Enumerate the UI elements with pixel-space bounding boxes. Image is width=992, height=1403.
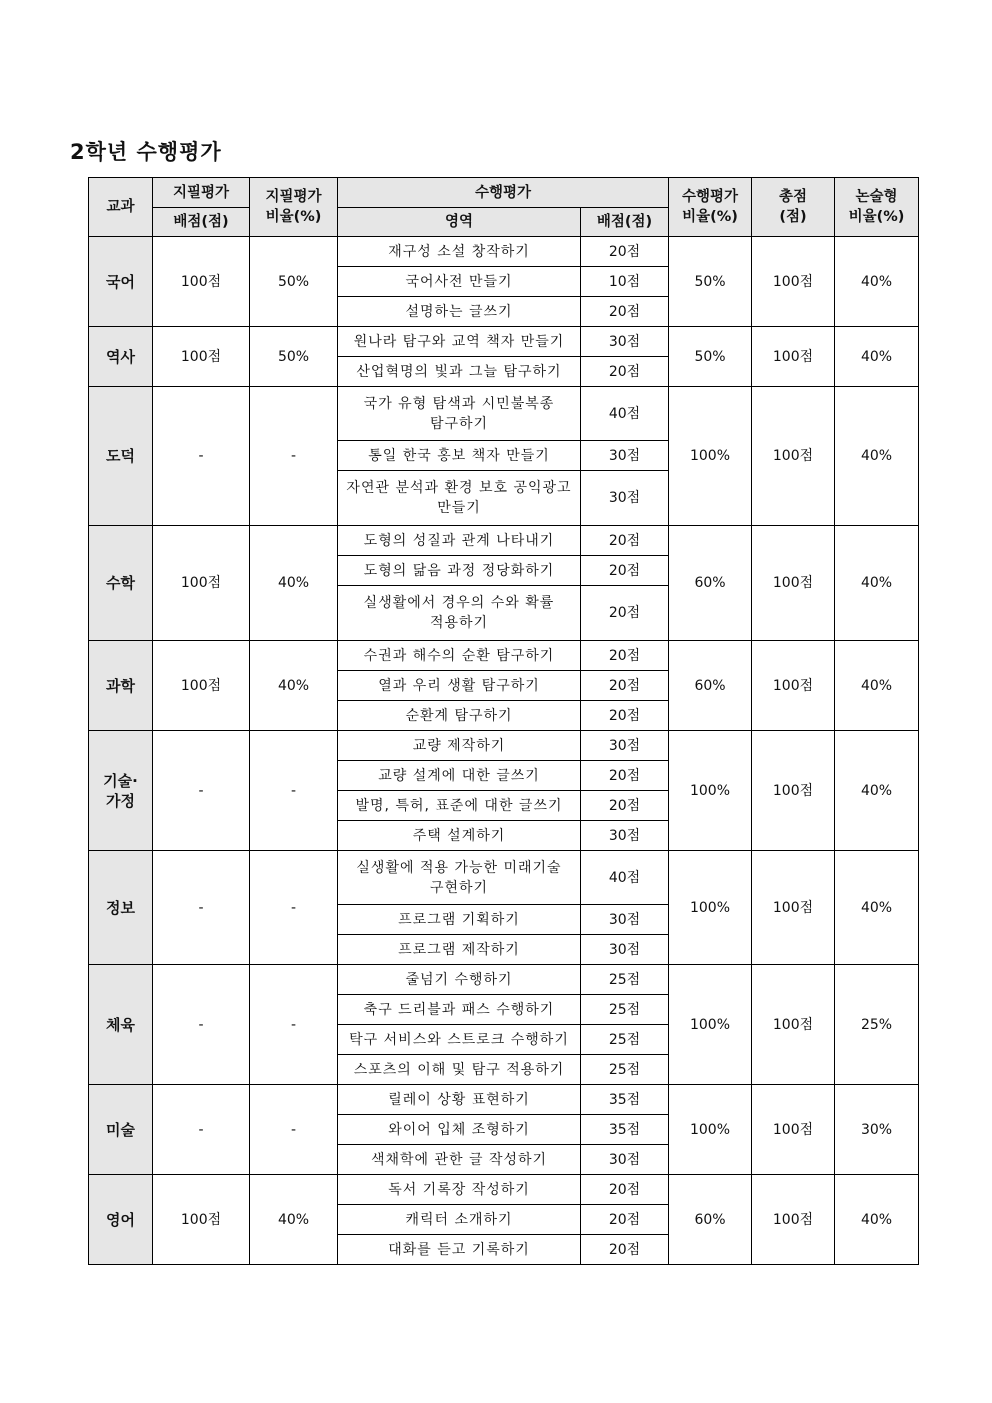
area-score-cell: 30점 bbox=[581, 905, 669, 935]
area-cell: 국가 유형 탐색과 시민불복종 탐구하기 bbox=[338, 387, 581, 441]
area-cell: 열과 우리 생활 탐구하기 bbox=[338, 671, 581, 701]
table-row bbox=[89, 237, 919, 267]
area-cell: 자연관 분석과 환경 보호 공익광고 만들기 bbox=[338, 471, 581, 526]
area-cell: 독서 기록장 작성하기 bbox=[338, 1175, 581, 1205]
written-score-cell: 100점 bbox=[153, 641, 250, 731]
area-cell: 순환계 탐구하기 bbox=[338, 701, 581, 731]
area-cell: 통일 한국 홍보 책자 만들기 bbox=[338, 441, 581, 471]
essay-ratio-cell: 40% bbox=[835, 641, 919, 731]
area-score-cell: 20점 bbox=[581, 791, 669, 821]
written-ratio-cell: 40% bbox=[250, 1175, 338, 1265]
area-score-cell: 20점 bbox=[581, 1175, 669, 1205]
total-cell: 100점 bbox=[752, 237, 835, 327]
area-cell: 도형의 성질과 관계 나타내기 bbox=[338, 526, 581, 556]
subject-cell: 도덕 bbox=[89, 387, 153, 526]
header-performance: 수행평가 bbox=[338, 178, 669, 208]
area-cell: 와이어 입체 조형하기 bbox=[338, 1115, 581, 1145]
performance-ratio-cell: 60% bbox=[669, 526, 752, 641]
written-ratio-cell: - bbox=[250, 965, 338, 1085]
area-cell: 수권과 해수의 순환 탐구하기 bbox=[338, 641, 581, 671]
essay-ratio-cell: 25% bbox=[835, 965, 919, 1085]
total-cell: 100점 bbox=[752, 387, 835, 526]
total-cell: 100점 bbox=[752, 1175, 835, 1265]
written-ratio-cell: 50% bbox=[250, 237, 338, 327]
total-cell: 100점 bbox=[752, 327, 835, 387]
area-cell: 스포츠의 이해 및 탐구 적용하기 bbox=[338, 1055, 581, 1085]
performance-ratio-cell: 60% bbox=[669, 641, 752, 731]
written-score-cell: - bbox=[153, 731, 250, 851]
area-score-cell: 30점 bbox=[581, 327, 669, 357]
performance-ratio-cell: 100% bbox=[669, 387, 752, 526]
area-cell: 교량 설계에 대한 글쓰기 bbox=[338, 761, 581, 791]
area-cell: 재구성 소설 창작하기 bbox=[338, 237, 581, 267]
area-cell: 산업혁명의 빛과 그늘 탐구하기 bbox=[338, 357, 581, 387]
performance-ratio-cell: 50% bbox=[669, 327, 752, 387]
header-written: 지필평가 bbox=[153, 178, 250, 208]
area-score-cell: 30점 bbox=[581, 821, 669, 851]
area-score-cell: 35점 bbox=[581, 1115, 669, 1145]
table-row bbox=[89, 1175, 919, 1205]
table-row bbox=[89, 731, 919, 761]
area-score-cell: 30점 bbox=[581, 731, 669, 761]
subject-cell: 영어 bbox=[89, 1175, 153, 1265]
area-cell: 릴레이 상황 표현하기 bbox=[338, 1085, 581, 1115]
area-score-cell: 25점 bbox=[581, 1055, 669, 1085]
subject-cell: 역사 bbox=[89, 327, 153, 387]
table-row bbox=[89, 387, 919, 441]
total-cell: 100점 bbox=[752, 1085, 835, 1175]
header-written-ratio: 지필평가 비율(%) bbox=[250, 178, 338, 237]
written-score-cell: 100점 bbox=[153, 526, 250, 641]
area-cell: 실생활에 적용 가능한 미래기술 구현하기 bbox=[338, 851, 581, 905]
performance-ratio-cell: 100% bbox=[669, 731, 752, 851]
essay-ratio-cell: 40% bbox=[835, 387, 919, 526]
header-area-score: 배점(점) bbox=[581, 208, 669, 237]
area-cell: 주택 설계하기 bbox=[338, 821, 581, 851]
area-cell: 발명, 특허, 표준에 대한 글쓰기 bbox=[338, 791, 581, 821]
area-score-cell: 25점 bbox=[581, 1025, 669, 1055]
area-cell: 설명하는 글쓰기 bbox=[338, 297, 581, 327]
area-score-cell: 20점 bbox=[581, 297, 669, 327]
area-cell: 국어사전 만들기 bbox=[338, 267, 581, 297]
area-cell: 대화를 듣고 기록하기 bbox=[338, 1235, 581, 1265]
written-ratio-cell: 50% bbox=[250, 327, 338, 387]
page-title: 2학년 수행평가 bbox=[70, 140, 222, 164]
area-score-cell: 20점 bbox=[581, 1205, 669, 1235]
area-cell: 프로그램 기획하기 bbox=[338, 905, 581, 935]
written-score-cell: 100점 bbox=[153, 237, 250, 327]
written-ratio-cell: - bbox=[250, 851, 338, 965]
area-score-cell: 20점 bbox=[581, 556, 669, 586]
performance-ratio-cell: 100% bbox=[669, 851, 752, 965]
written-score-cell: - bbox=[153, 851, 250, 965]
area-cell: 색채학에 관한 글 작성하기 bbox=[338, 1145, 581, 1175]
area-cell: 도형의 닮음 과정 정당화하기 bbox=[338, 556, 581, 586]
total-cell: 100점 bbox=[752, 526, 835, 641]
written-score-cell: 100점 bbox=[153, 327, 250, 387]
area-score-cell: 20점 bbox=[581, 641, 669, 671]
area-score-cell: 20점 bbox=[581, 237, 669, 267]
table-row bbox=[89, 641, 919, 671]
essay-ratio-cell: 40% bbox=[835, 731, 919, 851]
written-ratio-cell: 40% bbox=[250, 641, 338, 731]
area-score-cell: 20점 bbox=[581, 701, 669, 731]
written-ratio-cell: 40% bbox=[250, 526, 338, 641]
area-score-cell: 20점 bbox=[581, 357, 669, 387]
header-written-score: 배점(점) bbox=[153, 208, 250, 237]
area-score-cell: 20점 bbox=[581, 526, 669, 556]
area-score-cell: 30점 bbox=[581, 471, 669, 526]
area-score-cell: 30점 bbox=[581, 441, 669, 471]
area-score-cell: 25점 bbox=[581, 965, 669, 995]
essay-ratio-cell: 40% bbox=[835, 1175, 919, 1265]
performance-ratio-cell: 50% bbox=[669, 237, 752, 327]
total-cell: 100점 bbox=[752, 965, 835, 1085]
table-row bbox=[89, 965, 919, 995]
area-cell: 축구 드리블과 패스 수행하기 bbox=[338, 995, 581, 1025]
area-cell: 실생활에서 경우의 수와 확률 적용하기 bbox=[338, 586, 581, 641]
header-area: 영역 bbox=[338, 208, 581, 237]
subject-cell: 정보 bbox=[89, 851, 153, 965]
total-cell: 100점 bbox=[752, 641, 835, 731]
table-row bbox=[89, 851, 919, 905]
area-score-cell: 25점 bbox=[581, 995, 669, 1025]
area-score-cell: 10점 bbox=[581, 267, 669, 297]
area-cell: 원나라 탐구와 교역 책자 만들기 bbox=[338, 327, 581, 357]
essay-ratio-cell: 30% bbox=[835, 1085, 919, 1175]
performance-ratio-cell: 100% bbox=[669, 1085, 752, 1175]
area-score-cell: 35점 bbox=[581, 1085, 669, 1115]
essay-ratio-cell: 40% bbox=[835, 851, 919, 965]
area-cell: 줄넘기 수행하기 bbox=[338, 965, 581, 995]
area-cell: 탁구 서비스와 스트로크 수행하기 bbox=[338, 1025, 581, 1055]
subject-cell: 수학 bbox=[89, 526, 153, 641]
total-cell: 100점 bbox=[752, 851, 835, 965]
written-score-cell: - bbox=[153, 387, 250, 526]
written-score-cell: - bbox=[153, 965, 250, 1085]
area-cell: 캐릭터 소개하기 bbox=[338, 1205, 581, 1235]
written-score-cell: - bbox=[153, 1085, 250, 1175]
table-row bbox=[89, 1085, 919, 1115]
written-ratio-cell: - bbox=[250, 731, 338, 851]
essay-ratio-cell: 40% bbox=[835, 526, 919, 641]
essay-ratio-cell: 40% bbox=[835, 237, 919, 327]
subject-cell: 기술· 가정 bbox=[89, 731, 153, 851]
header-essay-ratio: 논술형 비율(%) bbox=[835, 178, 919, 237]
subject-cell: 국어 bbox=[89, 237, 153, 327]
area-score-cell: 20점 bbox=[581, 1235, 669, 1265]
header-subject: 교과 bbox=[89, 178, 153, 237]
area-score-cell: 20점 bbox=[581, 671, 669, 701]
essay-ratio-cell: 40% bbox=[835, 327, 919, 387]
header-performance-ratio: 수행평가 비율(%) bbox=[669, 178, 752, 237]
written-score-cell: 100점 bbox=[153, 1175, 250, 1265]
performance-ratio-cell: 100% bbox=[669, 965, 752, 1085]
performance-ratio-cell: 60% bbox=[669, 1175, 752, 1265]
area-cell: 프로그램 제작하기 bbox=[338, 935, 581, 965]
header-total: 총점 (점) bbox=[752, 178, 835, 237]
area-score-cell: 30점 bbox=[581, 935, 669, 965]
table-row bbox=[89, 327, 919, 357]
area-score-cell: 40점 bbox=[581, 387, 669, 441]
performance-assessment-table bbox=[88, 177, 919, 1265]
area-score-cell: 20점 bbox=[581, 761, 669, 791]
area-score-cell: 40점 bbox=[581, 851, 669, 905]
written-ratio-cell: - bbox=[250, 387, 338, 526]
subject-cell: 체육 bbox=[89, 965, 153, 1085]
subject-cell: 과학 bbox=[89, 641, 153, 731]
table-row bbox=[89, 526, 919, 556]
total-cell: 100점 bbox=[752, 731, 835, 851]
subject-cell: 미술 bbox=[89, 1085, 153, 1175]
area-score-cell: 30점 bbox=[581, 1145, 669, 1175]
area-cell: 교량 제작하기 bbox=[338, 731, 581, 761]
written-ratio-cell: - bbox=[250, 1085, 338, 1175]
area-score-cell: 20점 bbox=[581, 586, 669, 641]
